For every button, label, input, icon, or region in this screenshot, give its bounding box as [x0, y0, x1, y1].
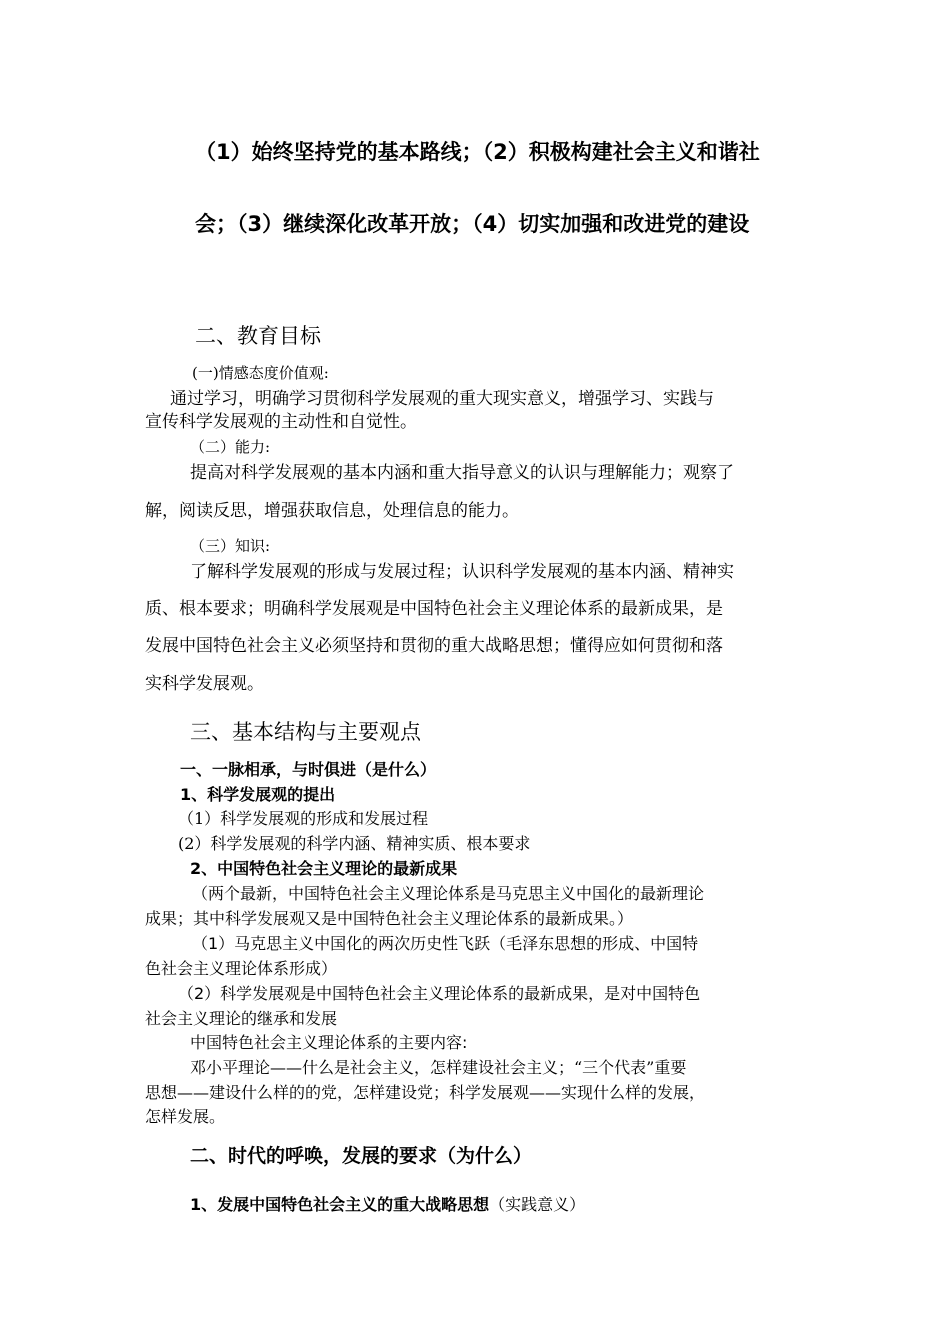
section-heading-structure: 三、基本结构与主要观点 [190, 720, 421, 744]
ability-label: （二）能力: [190, 438, 271, 456]
knowledge-label: （三）知识: [190, 537, 271, 555]
main-content-label: 中国特色社会主义理论体系的主要内容: [190, 1033, 468, 1052]
emotion-text-line-2: 宣传科学发展观的主动性和自觉性。 [145, 412, 417, 432]
emotion-attitude-label: (一)情感态度价值观: [192, 364, 329, 382]
section-heading-education-goals: 二、教育目标 [195, 324, 321, 348]
main-content-line-3: 怎样发展。 [145, 1107, 226, 1126]
part2-item1 [190, 1197, 585, 1213]
knowledge-text-line-1: 了解科学发展观的形成与发展过程；认识科学发展观的基本内涵、精神实 [190, 562, 734, 582]
knowledge-text-line-2: 质、根本要求；明确科学发展观是中国特色社会主义理论体系的最新成果，是 [145, 599, 723, 619]
knowledge-text-line-4: 实科学发展观。 [145, 674, 264, 694]
emotion-text-line-1: 通过学习，明确学习贯彻科学发展观的重大现实意义，增强学习、实践与 [170, 389, 714, 409]
item2-note-line-2: 成果；其中科学发展观又是中国特色社会主义理论体系的最新成果。） [145, 909, 634, 928]
part1-title: 一、一脉相承，与时俱进（是什么） [180, 760, 437, 779]
ability-text-line-2: 解，阅读反思，增强获取信息，处理信息的能力。 [145, 501, 519, 521]
item2-note-line-1: （两个最新，中国特色社会主义理论体系是马克思主义中国化的最新理论 [192, 884, 705, 903]
knowledge-text-line-3: 发展中国特色社会主义必须坚持和贯彻的重大战略思想；懂得应如何贯彻和落 [145, 636, 723, 656]
item2-sub1-line-1: （1）马克思主义中国化的两次历史性飞跃（毛泽东思想的形成、中国特 [192, 934, 699, 953]
item1-sub1: （1）科学发展观的形成和发展过程 [178, 809, 429, 828]
item1-sub2: (2）科学发展观的科学内涵、精神实质、根本要求 [178, 834, 531, 853]
main-content-line-1: 邓小平理论——什么是社会主义，怎样建设社会主义；“三个代表”重要 [190, 1058, 687, 1077]
item2-sub2-line-2: 社会主义理论的继承和发展 [145, 1009, 338, 1028]
intro-line-1: （1）始终坚持党的基本路线；（2）积极构建社会主义和谐社 [195, 140, 760, 164]
part2-item1-main: 1、发展中国特色社会主义的重大战略思想 [190, 1195, 490, 1214]
intro-line-2: 会；（3）继续深化改革开放；（4）切实加强和改进党的建设 [195, 212, 750, 236]
part2-title: 二、时代的呼唤，发展的要求（为什么） [190, 1145, 533, 1167]
item2-sub1-line-2: 色社会主义理论体系形成） [145, 959, 338, 978]
item2-title: 2、中国特色社会主义理论的最新成果 [190, 859, 458, 878]
main-content-line-2: 思想——建设什么样的的党，怎样建设党；科学发展观——实现什么样的发展， [145, 1083, 706, 1102]
part2-item1-note: （实践意义） [489, 1195, 586, 1214]
ability-text-line-1: 提高对科学发展观的基本内涵和重大指导意义的认识与理解能力；观察了 [190, 463, 734, 483]
item2-sub2-line-1: （2）科学发展观是中国特色社会主义理论体系的最新成果，是对中国特色 [178, 984, 701, 1003]
item1-title: 1、科学发展观的提出 [180, 785, 336, 804]
